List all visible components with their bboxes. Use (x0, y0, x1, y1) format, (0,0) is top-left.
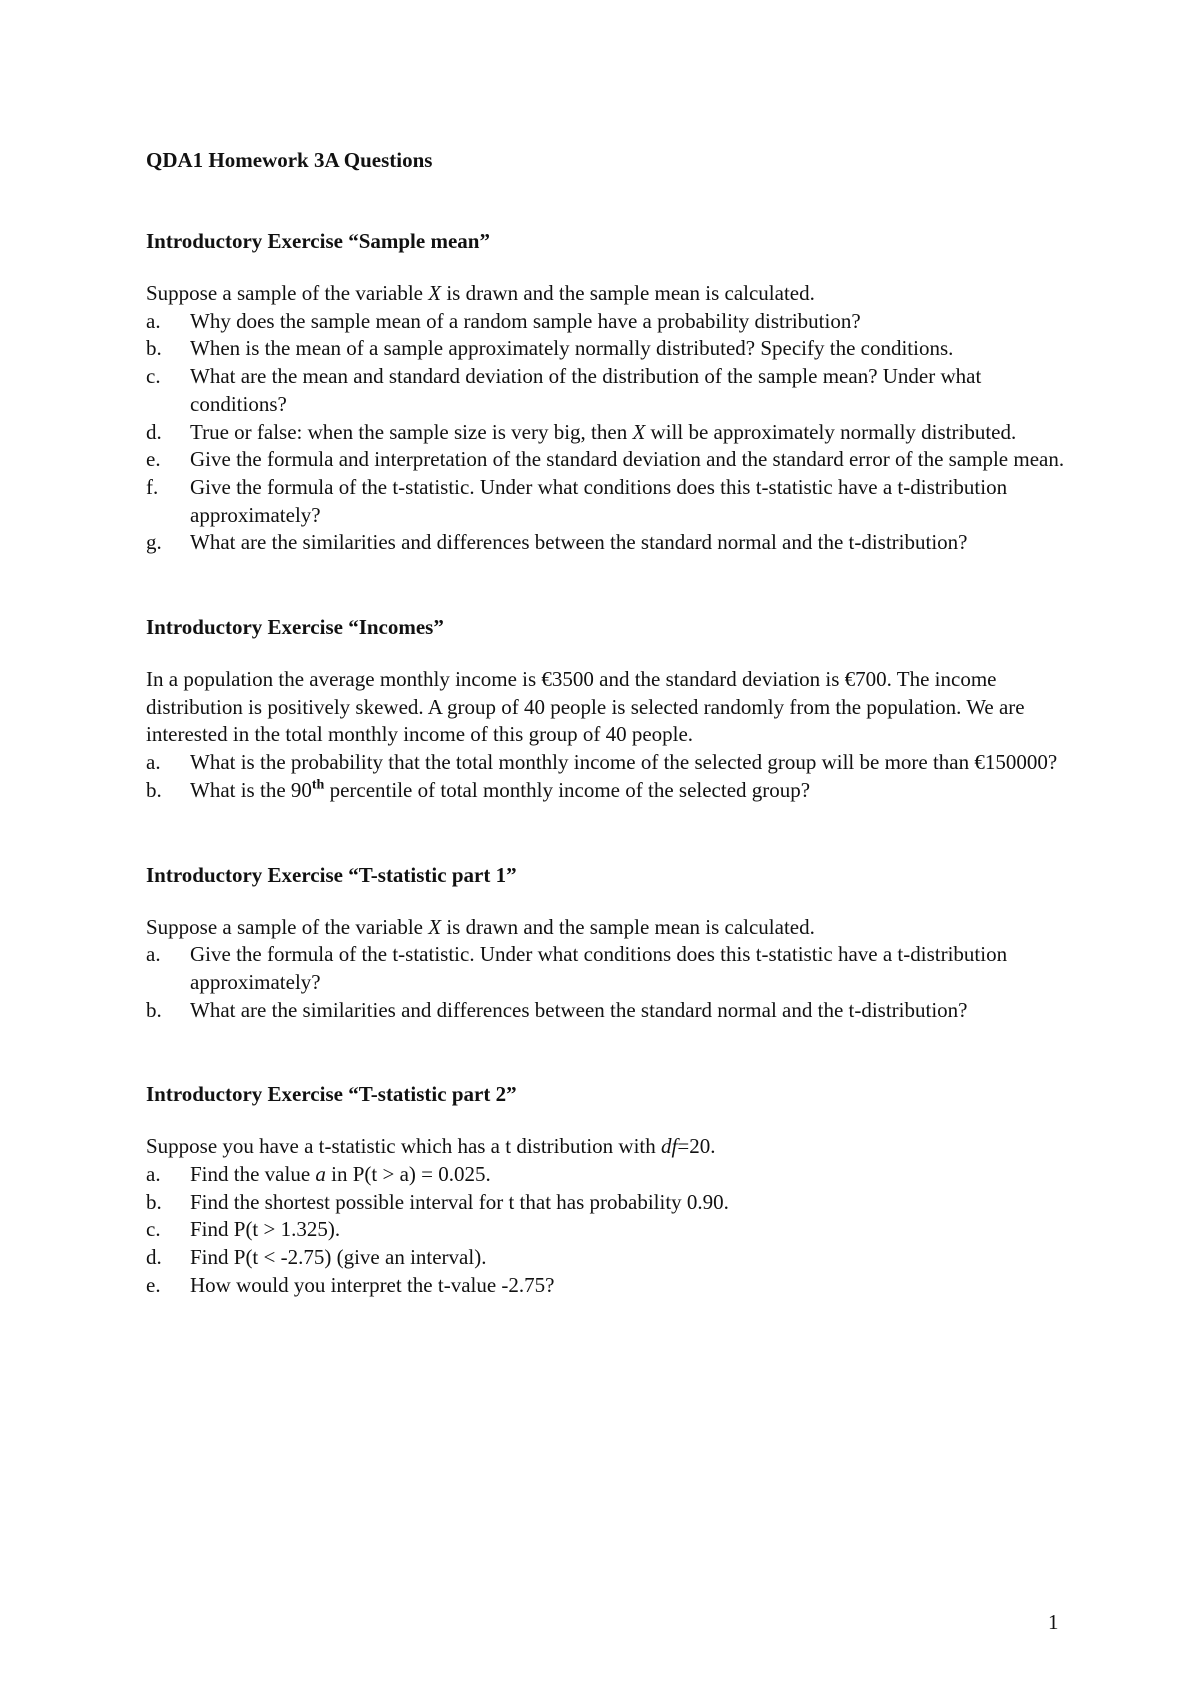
list-item: b. What are the similarities and differences between the standard normal and the t-distribution? (146, 997, 968, 1022)
list-item: g. What are the similarities and differences between the standard normal and the t-distribution? (146, 530, 968, 555)
list-item: b. Find the shortest possible interval for t that has probability 0.90. (146, 1189, 729, 1214)
list-item: e. How would you interpret the t-value -2.75? (146, 1272, 555, 1297)
question-list (146, 1161, 1066, 1300)
section-intro: In a population the average monthly income is €3500 and the standard deviation is €700. The income distribution is positively skewed. A group of 40 people is selected randomly from the population. We are interested in the total monthly income of this group of 40 people. (146, 667, 1025, 747)
list-item: a. Give the formula of the t-statistic. Under what conditions does this t-statistic have a t-distribution approximately? (146, 942, 1008, 994)
question-list (146, 941, 1066, 1024)
page-title: QDA1 Homework 3A Questions (146, 148, 433, 172)
list-item: a. What is the probability that the total monthly income of the selected group will be more than €150000? (146, 750, 1058, 775)
page-number: 1 (1048, 1610, 1059, 1634)
list-item: f. Give the formula of the t-statistic. Under what conditions does this t-statistic have a t-distribution approximately? (146, 474, 1008, 527)
list-item: e. Give the formula and interpretation of the standard deviation and the standard error of the sample mean. (146, 447, 1065, 472)
document-body (146, 146, 1066, 1300)
section-heading: Introductory Exercise “Sample mean” (146, 229, 490, 253)
section-intro: Suppose a sample of the variable X is drawn and the sample mean is calculated. (146, 914, 815, 939)
section-heading: Introductory Exercise “T-statistic part 2” (146, 1082, 517, 1107)
section-heading: Introductory Exercise “Incomes” (146, 615, 444, 640)
section-heading: Introductory Exercise “T-statistic part 1” (146, 862, 517, 887)
section-sample-mean (146, 227, 1066, 557)
section-t-statistic-part-2 (146, 1080, 1066, 1299)
question-list (146, 308, 1066, 557)
question-list (146, 749, 1066, 804)
list-item: b. When is the mean of a sample approximately normally distributed? Specify the conditions. (146, 336, 954, 361)
section-incomes (146, 613, 1066, 805)
list-item: c. What are the mean and standard deviation of the distribution of the sample mean? Under what conditions? (146, 364, 982, 416)
list-item: d. True or false: when the sample size is very big, then X will be approximately normally distributed. (146, 419, 1017, 444)
list-item: c. Find P(t > 1.325). (146, 1217, 341, 1242)
section-t-statistic-part-1 (146, 861, 1066, 1025)
section-intro: Suppose you have a t-statistic which has a t distribution with df=20. (146, 1134, 716, 1159)
list-item: b. What is the 90th percentile of total monthly income of the selected group? (146, 777, 811, 802)
list-item: d. Find P(t < -2.75) (give an interval). (146, 1245, 487, 1270)
list-item: a. Find the value a in P(t > a) = 0.025. (146, 1162, 491, 1187)
list-item: a. Why does the sample mean of a random sample have a probability distribution? (146, 308, 861, 333)
section-intro: Suppose a sample of the variable X is drawn and the sample mean is calculated. (146, 281, 815, 305)
